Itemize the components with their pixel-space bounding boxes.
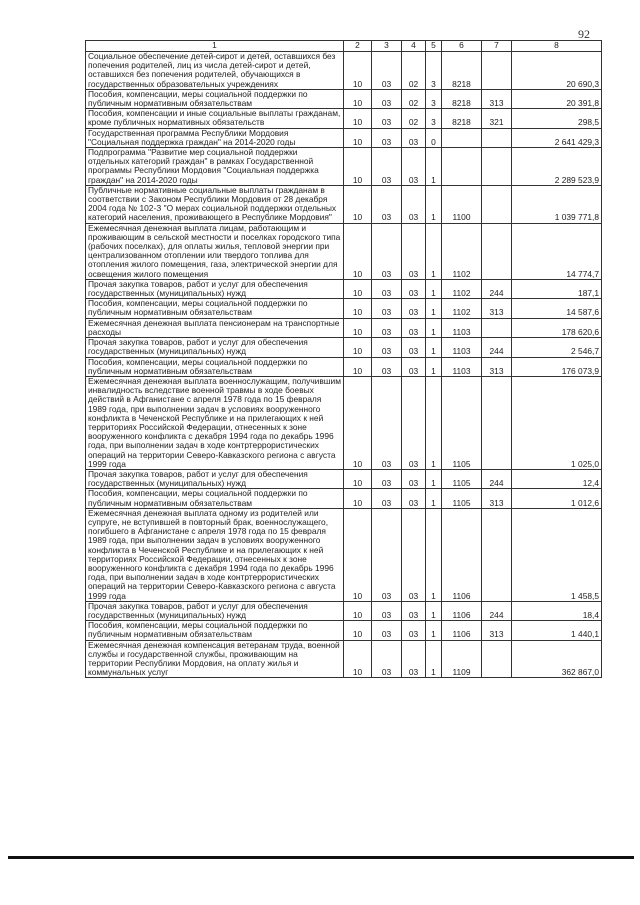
item-name-cell: Ежемесячная денежная выплата военнослужащим, получившим инвалидность вследствие военной травмы в ходе боевых действий в Афганистане с апреля 1978 года по 15 февраля 1989 года, при выполнении задач в условиях вооруженного конфликта в Чеченской Республике и на прилегающих к ней территориях Российской Федерации, отнесенных к зоне вооруженного конфликта с декабря 1994 года по декабрь 1996 года, при выполнении задач в ходе контртеррористических операций на территории Северо-Кавказского региона с августа 1999 года: [86, 376, 344, 469]
subsection-code-cell: 03: [372, 299, 402, 318]
subsection-code-cell: 03: [372, 128, 402, 147]
section-code-cell: 10: [344, 318, 372, 337]
program-code-cell: 03: [402, 357, 426, 376]
section-code-cell: 10: [344, 508, 372, 601]
bottom-divider: [8, 856, 634, 859]
section-code-cell: 10: [344, 376, 372, 469]
table-row: [86, 489, 602, 508]
amount-cell: 1 025,0: [512, 376, 602, 469]
expense-type-cell: 313: [482, 489, 512, 508]
program-code-cell: 03: [402, 601, 426, 620]
subprogram-code-cell: 1: [426, 279, 442, 298]
table-row: [86, 299, 602, 318]
expense-type-cell: 313: [482, 89, 512, 108]
section-code-cell: 10: [344, 109, 372, 128]
target-code-cell: 1106: [442, 621, 482, 640]
target-code-cell: 1106: [442, 601, 482, 620]
table-row: [86, 89, 602, 108]
section-code-cell: 10: [344, 223, 372, 279]
expense-type-cell: 244: [482, 279, 512, 298]
subsection-code-cell: 03: [372, 338, 402, 357]
item-name-cell: Публичные нормативные социальные выплаты гражданам в соответствии с Законом Республики Мордовия от 28 декабря 2004 года № 102-З "О мерах социальной поддержки отдельных категорий населения, проживающего в Республике Мордовия": [86, 185, 344, 223]
expense-type-cell: [482, 223, 512, 279]
program-code-cell: 03: [402, 338, 426, 357]
expense-type-cell: [482, 185, 512, 223]
table-row: [86, 185, 602, 223]
subsection-code-cell: 03: [372, 185, 402, 223]
item-name-cell: Пособия, компенсации, меры социальной поддержки по публичным нормативным обязательствам: [86, 357, 344, 376]
target-code-cell: 8218: [442, 52, 482, 90]
table-row: [86, 109, 602, 128]
program-code-cell: 03: [402, 128, 426, 147]
item-name-cell: Прочая закупка товаров, работ и услуг для обеспечения государственных (муниципальных) нужд: [86, 338, 344, 357]
subsection-code-cell: 03: [372, 223, 402, 279]
target-code-cell: 1106: [442, 508, 482, 601]
subsection-code-cell: 03: [372, 469, 402, 488]
section-code-cell: 10: [344, 469, 372, 488]
table-row: [86, 318, 602, 337]
section-code-cell: 10: [344, 279, 372, 298]
section-code-cell: 10: [344, 357, 372, 376]
table-row: [86, 601, 602, 620]
program-code-cell: 03: [402, 318, 426, 337]
subprogram-code-cell: 3: [426, 52, 442, 90]
item-name-cell: Ежемесячная денежная выплата лицам, работающим и проживающим в сельской местности и поселках городского типа (рабочих поселках), для оплаты жилья, тепловой энергии при централизованном отоплении или твердого топлива для отопления жилого помещения, газа, электрической энергии для освещения жилого помещения: [86, 223, 344, 279]
subprogram-code-cell: 3: [426, 89, 442, 108]
program-code-cell: 03: [402, 279, 426, 298]
column-header: 2: [344, 41, 372, 52]
column-header: 7: [482, 41, 512, 52]
subsection-code-cell: 03: [372, 89, 402, 108]
column-header: 1: [86, 41, 344, 52]
table-row: [86, 357, 602, 376]
expense-type-cell: [482, 128, 512, 147]
program-code-cell: 03: [402, 185, 426, 223]
amount-cell: 20 391,8: [512, 89, 602, 108]
subprogram-code-cell: 0: [426, 128, 442, 147]
section-code-cell: 10: [344, 489, 372, 508]
expense-type-cell: [482, 508, 512, 601]
expense-type-cell: 313: [482, 357, 512, 376]
subsection-code-cell: 03: [372, 508, 402, 601]
table-row: [86, 338, 602, 357]
page-number: 92: [578, 27, 590, 41]
amount-cell: 2 546,7: [512, 338, 602, 357]
item-name-cell: Пособия, компенсации и иные социальные выплаты гражданам, кроме публичных нормативных обязательств: [86, 109, 344, 128]
subprogram-code-cell: 1: [426, 148, 442, 186]
table-row: [86, 279, 602, 298]
expense-type-cell: 313: [482, 621, 512, 640]
section-code-cell: 10: [344, 299, 372, 318]
table-row: [86, 621, 602, 640]
section-code-cell: 10: [344, 148, 372, 186]
table-row: [86, 128, 602, 147]
table-row: [86, 376, 602, 469]
section-code-cell: 10: [344, 640, 372, 678]
amount-cell: 1 039 771,8: [512, 185, 602, 223]
expense-type-cell: 244: [482, 601, 512, 620]
amount-cell: 187,1: [512, 279, 602, 298]
column-header: 5: [426, 41, 442, 52]
item-name-cell: Пособия, компенсации, меры социальной поддержки по публичным нормативным обязательствам: [86, 299, 344, 318]
subsection-code-cell: 03: [372, 601, 402, 620]
table-row: [86, 223, 602, 279]
column-header: 6: [442, 41, 482, 52]
subprogram-code-cell: 1: [426, 621, 442, 640]
subprogram-code-cell: 1: [426, 223, 442, 279]
item-name-cell: Ежемесячная денежная выплата одному из родителей или супруге, не вступившей в повторный брак, военнослужащего, погибшего в Афганистане с апреля 1978 года по 15 февраля 1989 года, при выполнении задач в условиях вооруженного конфликта в Чеченской Республике и на прилегающих к ней территориях Российской Федерации, отнесенных к зоне вооруженного конфликта с декабря 1994 года по декабрь 1996 года, при выполнении задач в ходе контртеррористических операций на территории Северо-Кавказского региона с августа 1999 года: [86, 508, 344, 601]
program-code-cell: 02: [402, 89, 426, 108]
program-code-cell: 03: [402, 376, 426, 469]
subprogram-code-cell: 1: [426, 489, 442, 508]
program-code-cell: 03: [402, 621, 426, 640]
target-code-cell: 1103: [442, 338, 482, 357]
column-header: 8: [512, 41, 602, 52]
target-code-cell: [442, 148, 482, 186]
expense-type-cell: [482, 148, 512, 186]
expense-type-cell: 244: [482, 338, 512, 357]
subsection-code-cell: 03: [372, 52, 402, 90]
section-code-cell: 10: [344, 52, 372, 90]
target-code-cell: 1102: [442, 279, 482, 298]
amount-cell: 18,4: [512, 601, 602, 620]
section-code-cell: 10: [344, 338, 372, 357]
subsection-code-cell: 03: [372, 318, 402, 337]
subsection-code-cell: 03: [372, 109, 402, 128]
amount-cell: 362 867,0: [512, 640, 602, 678]
subprogram-code-cell: 1: [426, 357, 442, 376]
program-code-cell: 02: [402, 109, 426, 128]
expense-type-cell: 244: [482, 469, 512, 488]
item-name-cell: Государственная программа Республики Мордовия "Социальная поддержка граждан" на 2014-2020 годы: [86, 128, 344, 147]
table-row: [86, 469, 602, 488]
target-code-cell: 1105: [442, 469, 482, 488]
target-code-cell: [442, 128, 482, 147]
subprogram-code-cell: 1: [426, 318, 442, 337]
section-code-cell: 10: [344, 128, 372, 147]
subprogram-code-cell: 3: [426, 109, 442, 128]
amount-cell: 176 073,9: [512, 357, 602, 376]
subsection-code-cell: 03: [372, 148, 402, 186]
item-name-cell: Социальное обеспечение детей-сирот и детей, оставшихся без попечения родителей, лиц из числа детей-сирот и детей, оставшихся без попечения родителей, обучающихся в государственных образовательных учреждениях: [86, 52, 344, 90]
section-code-cell: 10: [344, 621, 372, 640]
program-code-cell: 03: [402, 148, 426, 186]
subprogram-code-cell: 1: [426, 640, 442, 678]
item-name-cell: Пособия, компенсации, меры социальной поддержки по публичным нормативным обязательствам: [86, 489, 344, 508]
subsection-code-cell: 03: [372, 621, 402, 640]
expense-type-cell: 313: [482, 299, 512, 318]
subsection-code-cell: 03: [372, 489, 402, 508]
item-name-cell: Ежемесячная денежная выплата пенсионерам на транспортные расходы: [86, 318, 344, 337]
item-name-cell: Прочая закупка товаров, работ и услуг для обеспечения государственных (муниципальных) нужд: [86, 469, 344, 488]
program-code-cell: 03: [402, 223, 426, 279]
budget-table: [85, 40, 602, 678]
table-row: [86, 640, 602, 678]
subprogram-code-cell: 1: [426, 299, 442, 318]
subprogram-code-cell: 1: [426, 185, 442, 223]
section-code-cell: 10: [344, 601, 372, 620]
program-code-cell: 03: [402, 508, 426, 601]
program-code-cell: 03: [402, 489, 426, 508]
program-code-cell: 02: [402, 52, 426, 90]
subprogram-code-cell: 1: [426, 469, 442, 488]
subsection-code-cell: 03: [372, 279, 402, 298]
column-header: 4: [402, 41, 426, 52]
item-name-cell: Пособия, компенсации, меры социальной поддержки по публичным нормативным обязательствам: [86, 89, 344, 108]
program-code-cell: 03: [402, 640, 426, 678]
subsection-code-cell: 03: [372, 376, 402, 469]
section-code-cell: 10: [344, 89, 372, 108]
table-row: [86, 148, 602, 186]
target-code-cell: 1102: [442, 223, 482, 279]
target-code-cell: 8218: [442, 89, 482, 108]
target-code-cell: 1105: [442, 376, 482, 469]
item-name-cell: Подпрограмма "Развитие мер социальной поддержки отдельных категорий граждан" в рамках Государственной программы Республики Мордовия "Социальная поддержка граждан" на 2014-2020 годы: [86, 148, 344, 186]
amount-cell: 14 587,6: [512, 299, 602, 318]
subprogram-code-cell: 1: [426, 601, 442, 620]
section-code-cell: 10: [344, 185, 372, 223]
amount-cell: 1 012,6: [512, 489, 602, 508]
amount-cell: 14 774,7: [512, 223, 602, 279]
column-header: 3: [372, 41, 402, 52]
amount-cell: 2 641 429,3: [512, 128, 602, 147]
target-code-cell: 1103: [442, 357, 482, 376]
expense-type-cell: [482, 640, 512, 678]
target-code-cell: 8218: [442, 109, 482, 128]
item-name-cell: Прочая закупка товаров, работ и услуг для обеспечения государственных (муниципальных) нужд: [86, 601, 344, 620]
target-code-cell: 1100: [442, 185, 482, 223]
table-row: [86, 52, 602, 90]
amount-cell: 1 458,5: [512, 508, 602, 601]
expense-type-cell: [482, 52, 512, 90]
item-name-cell: Пособия, компенсации, меры социальной поддержки по публичным нормативным обязательствам: [86, 621, 344, 640]
subprogram-code-cell: 1: [426, 376, 442, 469]
item-name-cell: Ежемесячная денежная компенсация ветеранам труда, военной службы и государственной службы, проживающим на территории Республики Мордовия, на оплату жилья и коммунальных услуг: [86, 640, 344, 678]
target-code-cell: 1102: [442, 299, 482, 318]
subprogram-code-cell: 1: [426, 508, 442, 601]
expense-type-cell: [482, 376, 512, 469]
expense-type-cell: [482, 318, 512, 337]
target-code-cell: 1103: [442, 318, 482, 337]
item-name-cell: Прочая закупка товаров, работ и услуг для обеспечения государственных (муниципальных) нужд: [86, 279, 344, 298]
subsection-code-cell: 03: [372, 640, 402, 678]
target-code-cell: 1109: [442, 640, 482, 678]
subsection-code-cell: 03: [372, 357, 402, 376]
amount-cell: 12,4: [512, 469, 602, 488]
amount-cell: 1 440,1: [512, 621, 602, 640]
program-code-cell: 03: [402, 299, 426, 318]
amount-cell: 178 620,6: [512, 318, 602, 337]
program-code-cell: 03: [402, 469, 426, 488]
target-code-cell: 1105: [442, 489, 482, 508]
subprogram-code-cell: 1: [426, 338, 442, 357]
table-row: [86, 508, 602, 601]
amount-cell: 298,5: [512, 109, 602, 128]
amount-cell: 2 289 523,9: [512, 148, 602, 186]
amount-cell: 20 690,3: [512, 52, 602, 90]
header-row: [86, 41, 602, 52]
expense-type-cell: 321: [482, 109, 512, 128]
